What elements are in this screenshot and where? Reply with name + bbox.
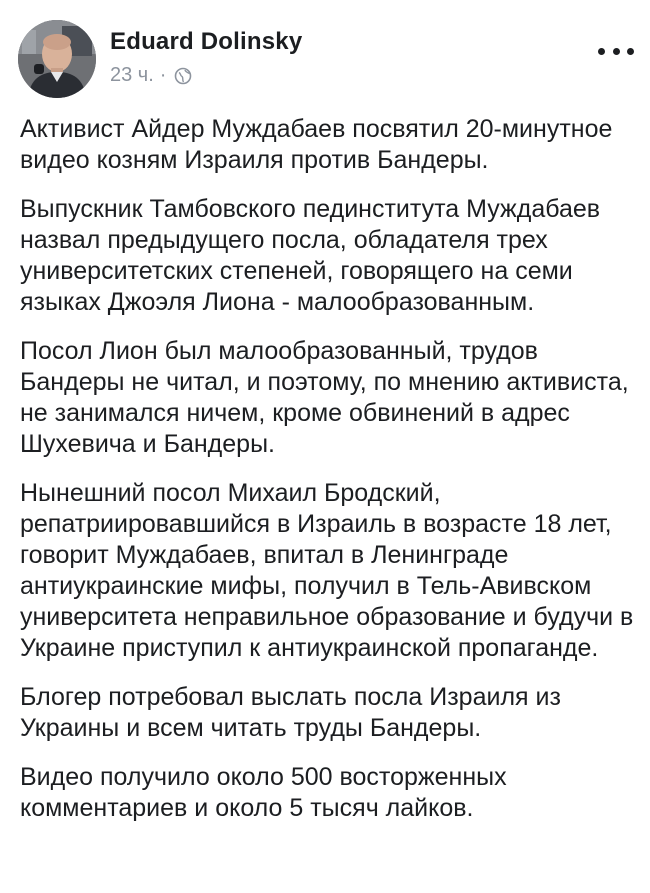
post-paragraph: Активист Айдер Муждабаев посвятил 20-минутное видео козням Израиля против Бандеры. (20, 115, 613, 174)
post-timestamp[interactable]: 23 ч. (110, 64, 154, 86)
author-name[interactable]: Eduard Dolinsky (110, 28, 303, 55)
author-avatar[interactable] (18, 20, 96, 98)
post-meta (110, 64, 192, 87)
meta-separator: · (159, 64, 167, 86)
post-header (18, 20, 638, 100)
avatar-photo (18, 20, 96, 98)
globe-icon (174, 67, 192, 85)
post-body (20, 114, 642, 842)
more-options-icon[interactable] (598, 44, 634, 58)
post-paragraph: Блогер потребовал выслать посла Израиля из Украины и всем читать труды Бандеры. (20, 683, 561, 742)
post-paragraph: Нынешний посол Михаил Бродский, репатриировавшийся в Израиль в возрасте 18 лет, говорит Муждабаев, впитал в Ленинграде антиукраинские мифы, получил в Тель-Авивском университета неправильное образование и будучи в Украине приступил к антиукраинской пропаганде. (20, 479, 634, 662)
post-paragraph: Посол Лион был малообразованный, трудов Бандеры не читал, и поэтому, по мнению активиста, не занимался ничем, кроме обвинений в адрес Шухевича и Бандеры. (20, 337, 629, 458)
post-paragraph: Выпускник Тамбовского пединститута Муждабаев назвал предыдущего посла, обладателя трех университетских степеней, говорящего на семи языках Джоэля Лиона - малообразованным. (20, 195, 601, 316)
post-paragraph: Видео получило около 500 восторженных комментариев и около 5 тысяч лайков. (20, 763, 507, 822)
